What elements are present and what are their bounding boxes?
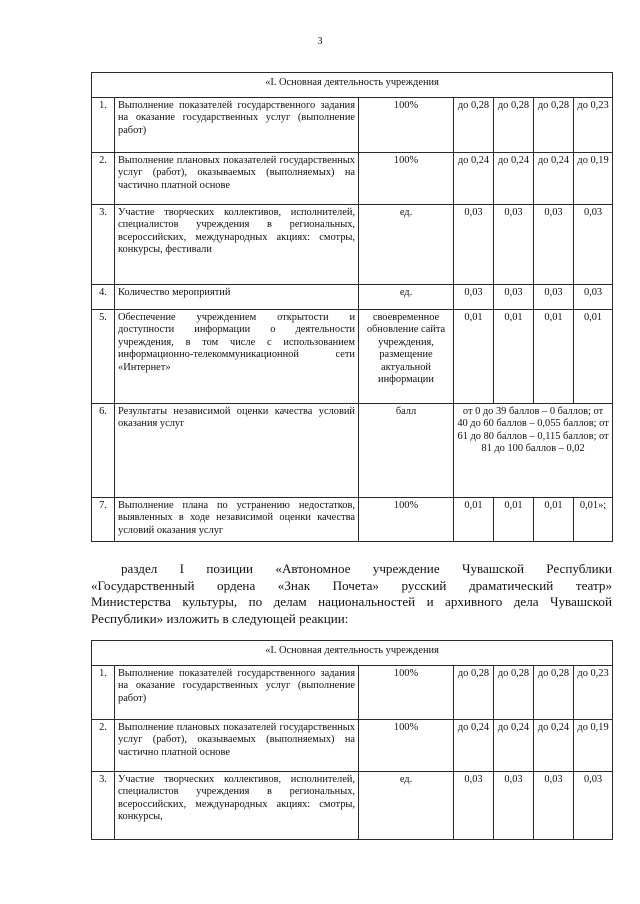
page-number: 3	[317, 36, 323, 47]
row-unit: балл	[359, 404, 454, 498]
row-value: 0,01	[574, 310, 613, 404]
row-value: 0,03	[494, 772, 534, 840]
row-number: 4.	[92, 285, 115, 310]
table-row	[92, 772, 613, 840]
row-number: 5.	[92, 310, 115, 404]
row-value: до 0,28	[494, 98, 534, 153]
row-value: 0,03	[574, 772, 613, 840]
section-header: «I. Основная деятельность учреждения	[92, 641, 613, 666]
table-row	[92, 205, 613, 285]
row-number: 2.	[92, 720, 115, 772]
row-number: 6.	[92, 404, 115, 498]
row-description: Обеспечение учреждением открытости и доступности информации о деятельности учреждения, в том числе с использованием информационно-телекоммуникационной сети «Интернет»	[115, 310, 359, 404]
paragraph-line: Республики» изложить в следующей реакции:	[91, 610, 349, 626]
table-row	[92, 666, 613, 720]
row-value: до 0,24	[494, 153, 534, 205]
row-number: 1.	[92, 666, 115, 720]
row-value: 0,01	[454, 310, 494, 404]
row-description: Выполнение показателей государственного задания на оказание государственных услуг (выполнение работ)	[115, 98, 359, 153]
row-description: Участие творческих коллективов, исполнителей, специалистов учреждения в региональных, всероссийских, международных акциях: смотры, конкурсы, фестивали	[115, 205, 359, 285]
row-description: Результаты независимой оценки качества условий оказания услуг	[115, 404, 359, 498]
row-description: Выполнение плана по устранению недостатков, выявленных в ходе независимой оценки качества условий оказания услуг	[115, 498, 359, 542]
row-number: 2.	[92, 153, 115, 205]
row-unit: ед.	[359, 285, 454, 310]
table-header-row	[92, 73, 613, 98]
row-value: 0,03	[454, 205, 494, 285]
row-value: до 0,19	[574, 720, 613, 772]
row-description: Количество мероприятий	[115, 285, 359, 310]
row-value: 0,03	[534, 205, 574, 285]
indicators-table-1	[91, 72, 613, 542]
row-value: до 0,19	[574, 153, 613, 205]
amendment-paragraph	[91, 561, 612, 627]
row-value: до 0,24	[454, 720, 494, 772]
row-unit: 100%	[359, 498, 454, 542]
row-value: 0,01»;	[574, 498, 613, 542]
row-value: до 0,24	[494, 720, 534, 772]
row-value: 0,03	[454, 772, 494, 840]
table-row	[92, 153, 613, 205]
row-value: 0,01	[494, 498, 534, 542]
row-unit: 100%	[359, 153, 454, 205]
row-value: 0,03	[494, 285, 534, 310]
paragraph-line: раздел I позиции «Автономное учреждение Чувашской Республики	[121, 561, 612, 576]
table-row	[92, 310, 613, 404]
table-row	[92, 498, 613, 542]
row-value: до 0,23	[574, 666, 613, 720]
row-unit: 100%	[359, 666, 454, 720]
row-unit: своевременное обновление сайта учреждения, размещение актуальной информации	[359, 310, 454, 404]
row-unit: ед.	[359, 205, 454, 285]
table-row	[92, 285, 613, 310]
row-number: 1.	[92, 98, 115, 153]
table-row	[92, 720, 613, 772]
row-value: 0,01	[454, 498, 494, 542]
score-scale: от 0 до 39 баллов – 0 баллов; от 40 до 60 баллов – 0,055 баллов; от 61 до 80 баллов – 0,115 баллов; от 81 до 100 баллов – 0,02	[454, 404, 613, 498]
row-description: Участие творческих коллективов, исполнителей, специалистов учреждения в региональных, всероссийских, международных акциях: смотры, конкурсы,	[115, 772, 359, 840]
paragraph-line: «Государственный ордена «Знак Почета» русский драматический театр»	[91, 577, 612, 593]
section-header: «I. Основная деятельность учреждения	[92, 73, 613, 98]
row-value: до 0,28	[534, 666, 574, 720]
row-number: 3.	[92, 205, 115, 285]
row-value: 0,03	[494, 205, 534, 285]
row-value: 0,03	[574, 205, 613, 285]
row-value: 0,01	[494, 310, 534, 404]
row-value: до 0,24	[454, 153, 494, 205]
row-description: Выполнение показателей государственного задания на оказание государственных услуг (выполнение работ)	[115, 666, 359, 720]
row-number: 7.	[92, 498, 115, 542]
row-value: до 0,23	[574, 98, 613, 153]
row-value: до 0,28	[454, 666, 494, 720]
paragraph-line: Министерства культуры, по делам национальностей и архивного дела Чувашской	[91, 594, 612, 610]
row-value: 0,03	[454, 285, 494, 310]
indicators-table-2	[91, 640, 613, 840]
table-row	[92, 404, 613, 498]
row-value: 0,01	[534, 498, 574, 542]
row-description: Выполнение плановых показателей государственных услуг (работ), оказываемых (выполняемых) на частично платной основе	[115, 153, 359, 205]
row-value: до 0,24	[534, 720, 574, 772]
table-row	[92, 98, 613, 153]
row-value: до 0,28	[494, 666, 534, 720]
row-value: 0,03	[534, 285, 574, 310]
row-value: 0,03	[574, 285, 613, 310]
row-number: 3.	[92, 772, 115, 840]
row-unit: ед.	[359, 772, 454, 840]
row-value: 0,01	[534, 310, 574, 404]
row-value: до 0,28	[454, 98, 494, 153]
row-unit: 100%	[359, 98, 454, 153]
row-description: Выполнение плановых показателей государственных услуг (работ), оказываемых (выполняемых) на частично платной основе	[115, 720, 359, 772]
table-header-row	[92, 641, 613, 666]
row-value: 0,03	[534, 772, 574, 840]
row-value: до 0,28	[534, 98, 574, 153]
row-unit: 100%	[359, 720, 454, 772]
row-value: до 0,24	[534, 153, 574, 205]
